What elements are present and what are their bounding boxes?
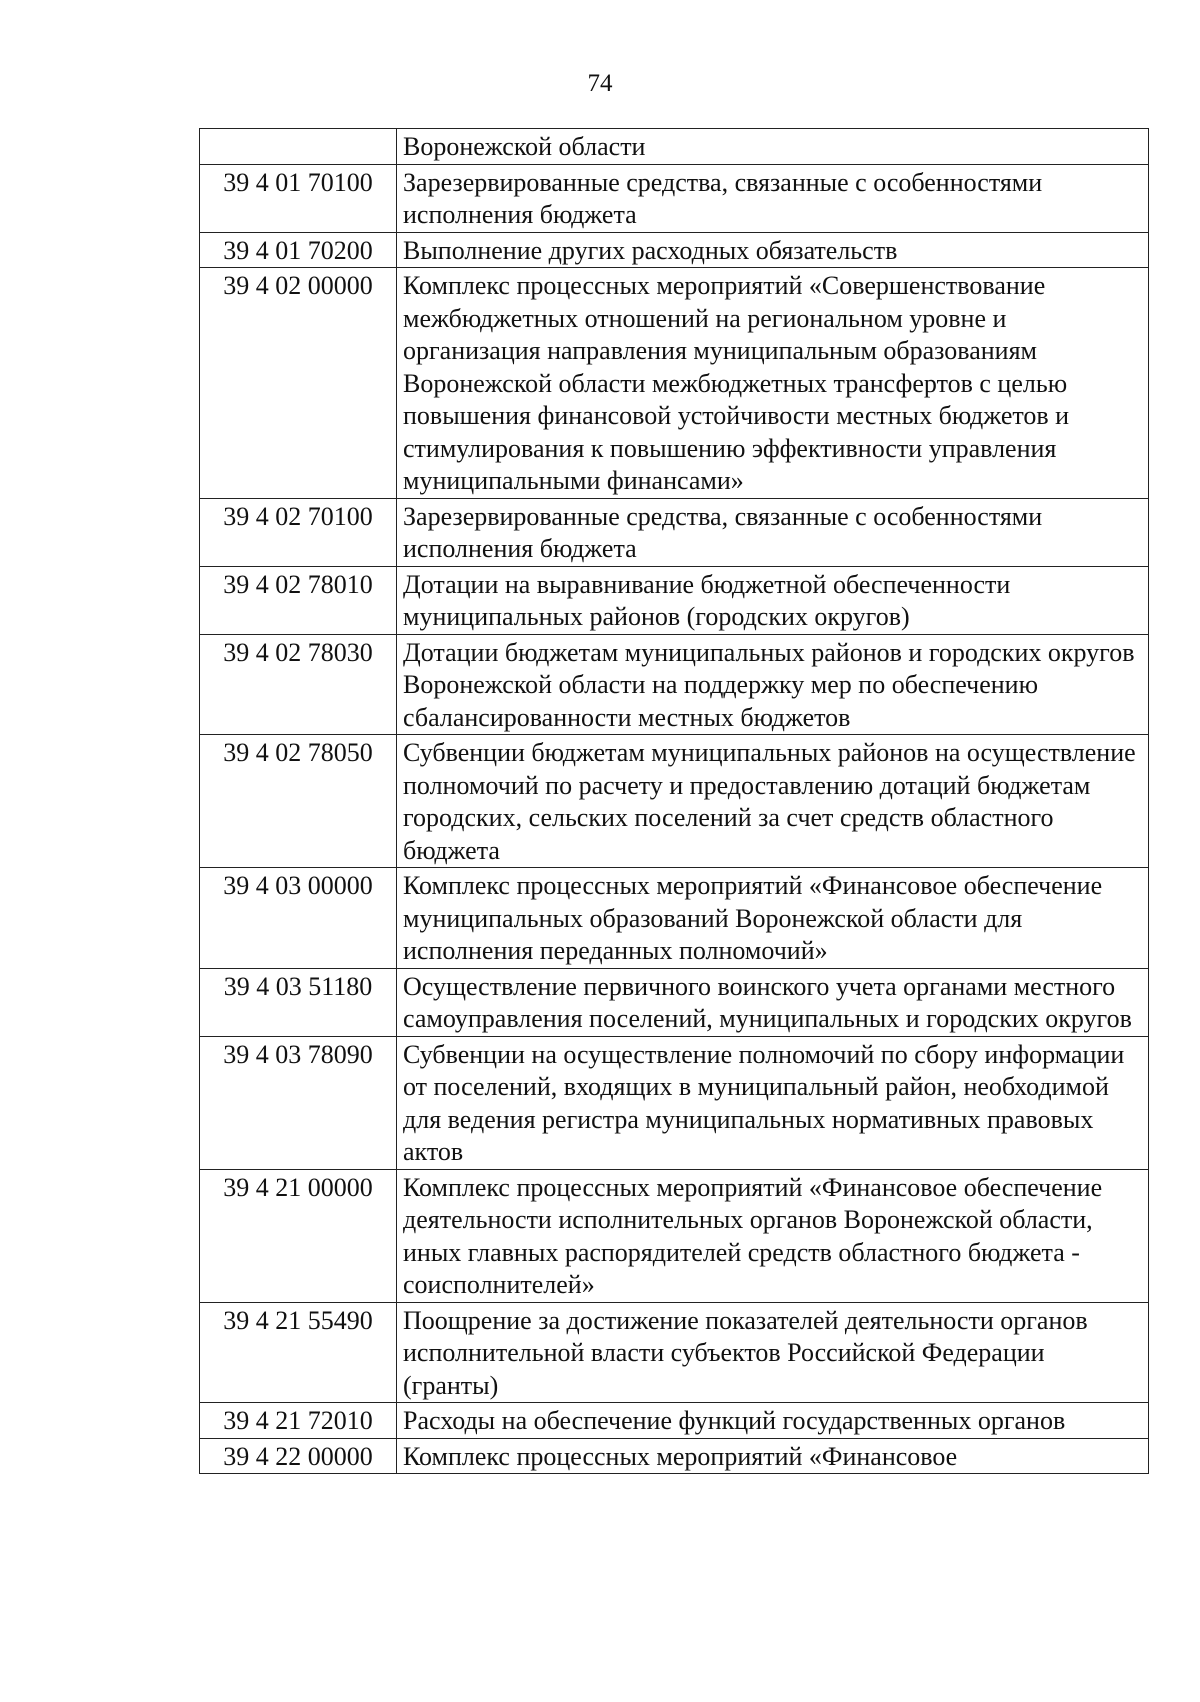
table-row — [200, 1438, 1149, 1474]
table-row — [200, 1169, 1149, 1302]
table-row — [200, 566, 1149, 634]
row-code: 39 4 02 00000 — [200, 268, 397, 499]
table-row — [200, 735, 1149, 868]
table-row — [200, 164, 1149, 232]
table-row — [200, 129, 1149, 165]
row-code — [200, 129, 397, 165]
table-row — [200, 268, 1149, 499]
row-name: Осуществление первичного воинского учета органами местного самоуправления поселений, муниципальных и городских округов — [397, 968, 1149, 1036]
row-code: 39 4 21 00000 — [200, 1169, 397, 1302]
row-code: 39 4 21 55490 — [200, 1302, 397, 1403]
row-name: Дотации бюджетам муниципальных районов и городских округов Воронежской области на поддержку мер по обеспечению сбалансированности местных бюджетов — [397, 634, 1149, 735]
row-code: 39 4 22 00000 — [200, 1438, 397, 1474]
row-name: Зарезервированные средства, связанные с особенностями исполнения бюджета — [397, 498, 1149, 566]
row-code: 39 4 02 78050 — [200, 735, 397, 868]
row-name: Поощрение за достижение показателей деятельности органов исполнительной власти субъектов Российской Федерации (гранты) — [397, 1302, 1149, 1403]
row-code: 39 4 01 70100 — [200, 164, 397, 232]
row-name: Комплекс процессных мероприятий «Финансовое обеспечение деятельности исполнительных органов Воронежской области, иных главных распорядителей средств областного бюджета - соисполнителей» — [397, 1169, 1149, 1302]
table-row — [200, 1036, 1149, 1169]
table-row — [200, 498, 1149, 566]
row-code: 39 4 01 70200 — [200, 232, 397, 268]
row-code: 39 4 03 78090 — [200, 1036, 397, 1169]
row-name: Субвенции на осуществление полномочий по сбору информации от поселений, входящих в муниципальный район, необходимой для ведения регистра муниципальных нормативных правовых актов — [397, 1036, 1149, 1169]
row-name: Дотации на выравнивание бюджетной обеспеченности муниципальных районов (городских округов) — [397, 566, 1149, 634]
row-code: 39 4 02 78030 — [200, 634, 397, 735]
table-row — [200, 968, 1149, 1036]
row-code: 39 4 02 78010 — [200, 566, 397, 634]
table-row — [200, 1403, 1149, 1439]
budget-classification-table — [199, 128, 1149, 1474]
row-name: Зарезервированные средства, связанные с особенностями исполнения бюджета — [397, 164, 1149, 232]
row-name: Воронежской области — [397, 129, 1149, 165]
page-number: 74 — [587, 70, 613, 97]
row-name: Комплекс процессных мероприятий «Совершенствование межбюджетных отношений на региональном уровне и организация направления муниципальным образованиям Воронежской области межбюджетных трансфертов с целью повышения финансовой устойчивости местных бюджетов и стимулирования к повышению эффективности управления муниципальными финансами» — [397, 268, 1149, 499]
row-name: Расходы на обеспечение функций государственных органов — [397, 1403, 1149, 1439]
table-row — [200, 1302, 1149, 1403]
row-code: 39 4 02 70100 — [200, 498, 397, 566]
table-row — [200, 232, 1149, 268]
row-name: Субвенции бюджетам муниципальных районов на осуществление полномочий по расчету и предоставлению дотаций бюджетам городских, сельских поселений за счет средств областного бюджета — [397, 735, 1149, 868]
row-code: 39 4 03 51180 — [200, 968, 397, 1036]
row-name: Комплекс процессных мероприятий «Финансовое — [397, 1438, 1149, 1474]
row-name: Выполнение других расходных обязательств — [397, 232, 1149, 268]
table-row — [200, 634, 1149, 735]
row-name: Комплекс процессных мероприятий «Финансовое обеспечение муниципальных образований Воронежской области для исполнения переданных полномочий» — [397, 868, 1149, 969]
table-row — [200, 868, 1149, 969]
row-code: 39 4 21 72010 — [200, 1403, 397, 1439]
row-code: 39 4 03 00000 — [200, 868, 397, 969]
